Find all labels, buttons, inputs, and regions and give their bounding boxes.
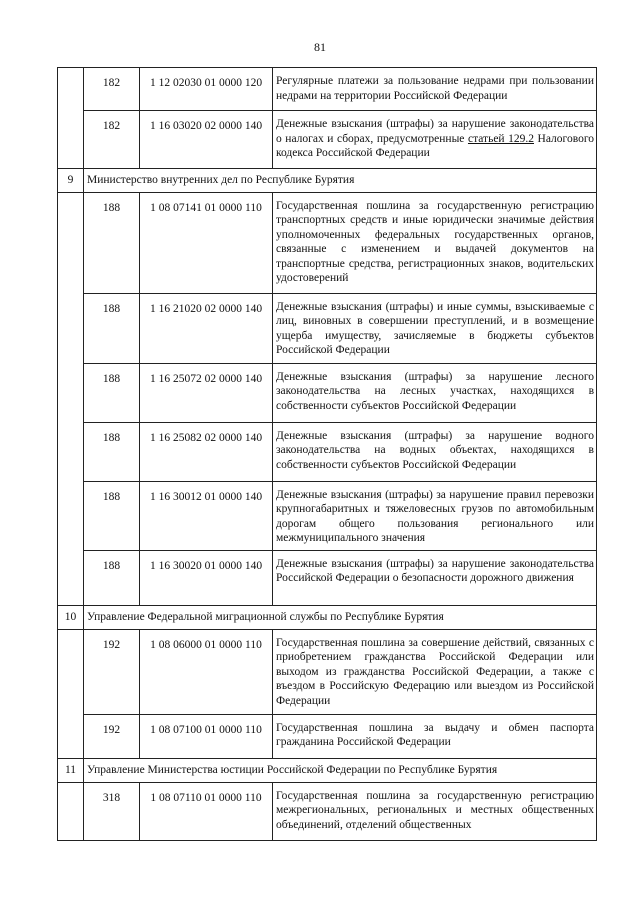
table-row	[58, 68, 597, 111]
section-number: 11	[58, 758, 84, 782]
admin-code-cell: 182	[84, 68, 140, 111]
section-title: Управление Федеральной миграционной службы по Республике Бурятия	[84, 605, 597, 629]
admin-code-cell: 182	[84, 111, 140, 169]
table-row	[58, 111, 597, 169]
income-description-cell: Денежные взыскания (штрафы) за нарушение лесного законодательства на лесных участках, находящихся в собственности субъектов Российской Федерации	[273, 363, 597, 422]
table-row	[58, 629, 597, 714]
income-code-cell: 1 16 30020 01 0000 140	[140, 550, 273, 605]
section-header-row	[58, 169, 597, 193]
income-description-cell: Государственная пошлина за совершение действий, связанных с приобретением гражданства Российской Федерации или выходом из гражданства Российской Федерации, а также с въездом в Российскую Федерацию или выездом из Российской Федерации	[273, 629, 597, 714]
admin-code-cell: 192	[84, 629, 140, 714]
section-number-cell	[58, 782, 84, 840]
income-description-cell: Регулярные платежи за пользование недрами при пользовании недрами на территории Российской Федерации	[273, 68, 597, 111]
section-header-row	[58, 605, 597, 629]
admin-code-cell: 192	[84, 714, 140, 758]
income-code-cell: 1 08 07141 01 0000 110	[140, 192, 273, 293]
admin-code-cell: 188	[84, 363, 140, 422]
table-row	[58, 363, 597, 422]
income-code-cell: 1 16 30012 01 0000 140	[140, 481, 273, 550]
section-number-cell	[58, 68, 84, 169]
income-description-cell: Денежные взыскания (штрафы) за нарушение правил перевозки крупногабаритных и тяжеловесных грузов по автомобильным дорогам общего пользования регионального или межмуниципального значения	[273, 481, 597, 550]
table-row	[58, 422, 597, 481]
section-number-cell	[58, 629, 84, 758]
table-row	[58, 293, 597, 363]
admin-code-cell: 188	[84, 481, 140, 550]
income-description-cell: Государственная пошлина за выдачу и обмен паспорта гражданина Российской Федерации	[273, 714, 597, 758]
section-number-cell	[58, 192, 84, 605]
table-row	[58, 714, 597, 758]
income-description-cell: Денежные взыскания (штрафы) и иные суммы, взыскиваемые с лиц, виновных в совершении преступлений, и в возмещение ущерба имуществу, зачисляемые в бюджеты субъектов Российской Федерации	[273, 293, 597, 363]
admin-code-cell: 318	[84, 782, 140, 840]
section-title: Управление Министерства юстиции Российской Федерации по Республике Бурятия	[84, 758, 597, 782]
income-code-cell: 1 16 21020 02 0000 140	[140, 293, 273, 363]
table-row	[58, 192, 597, 293]
admin-code-cell: 188	[84, 422, 140, 481]
section-number: 10	[58, 605, 84, 629]
income-description-cell: Государственная пошлина за государственную регистрацию межрегиональных, региональных и местных общественных объединений, отделений общественных	[273, 782, 597, 840]
section-header-row	[58, 758, 597, 782]
income-description-cell: Государственная пошлина за государственную регистрацию транспортных средств и иные юридически значимые действия уполномоченных федеральных государственных органов, связанные с изменением и выдачей документов на транспортные средства, регистрационных знаков, водительских удостоверений	[273, 192, 597, 293]
income-description-cell: Денежные взыскания (штрафы) за нарушение водного законодательства на водных объектах, находящихся в собственности субъектов Российской Федерации	[273, 422, 597, 481]
income-description-cell: Денежные взыскания (штрафы) за нарушение законодательства Российской Федерации о безопасности дорожного движения	[273, 550, 597, 605]
table-row	[58, 481, 597, 550]
income-code-cell: 1 08 06000 01 0000 110	[140, 629, 273, 714]
income-code-cell: 1 12 02030 01 0000 120	[140, 68, 273, 111]
section-title: Министерство внутренних дел по Республике Бурятия	[84, 169, 597, 193]
section-number: 9	[58, 169, 84, 193]
income-code-cell: 1 08 07100 01 0000 110	[140, 714, 273, 758]
income-code-cell: 1 08 07110 01 0000 110	[140, 782, 273, 840]
income-description-cell	[273, 111, 597, 169]
article-link[interactable]: статьей 129.2	[467, 132, 534, 145]
budget-classification-table	[57, 67, 597, 841]
table-row	[58, 550, 597, 605]
income-code-cell: 1 16 03020 02 0000 140	[140, 111, 273, 169]
description-text: Денежные взыскания (штрафы) за нарушение законодательства о налогах и сборах, предусмотренные	[276, 118, 594, 145]
income-code-cell: 1 16 25072 02 0000 140	[140, 363, 273, 422]
description-text: Налогового кодекса Российской Федерации	[276, 132, 595, 159]
page-number: 81	[314, 40, 326, 54]
admin-code-cell: 188	[84, 550, 140, 605]
table-row	[58, 782, 597, 840]
admin-code-cell: 188	[84, 192, 140, 293]
income-code-cell: 1 16 25082 02 0000 140	[140, 422, 273, 481]
admin-code-cell: 188	[84, 293, 140, 363]
